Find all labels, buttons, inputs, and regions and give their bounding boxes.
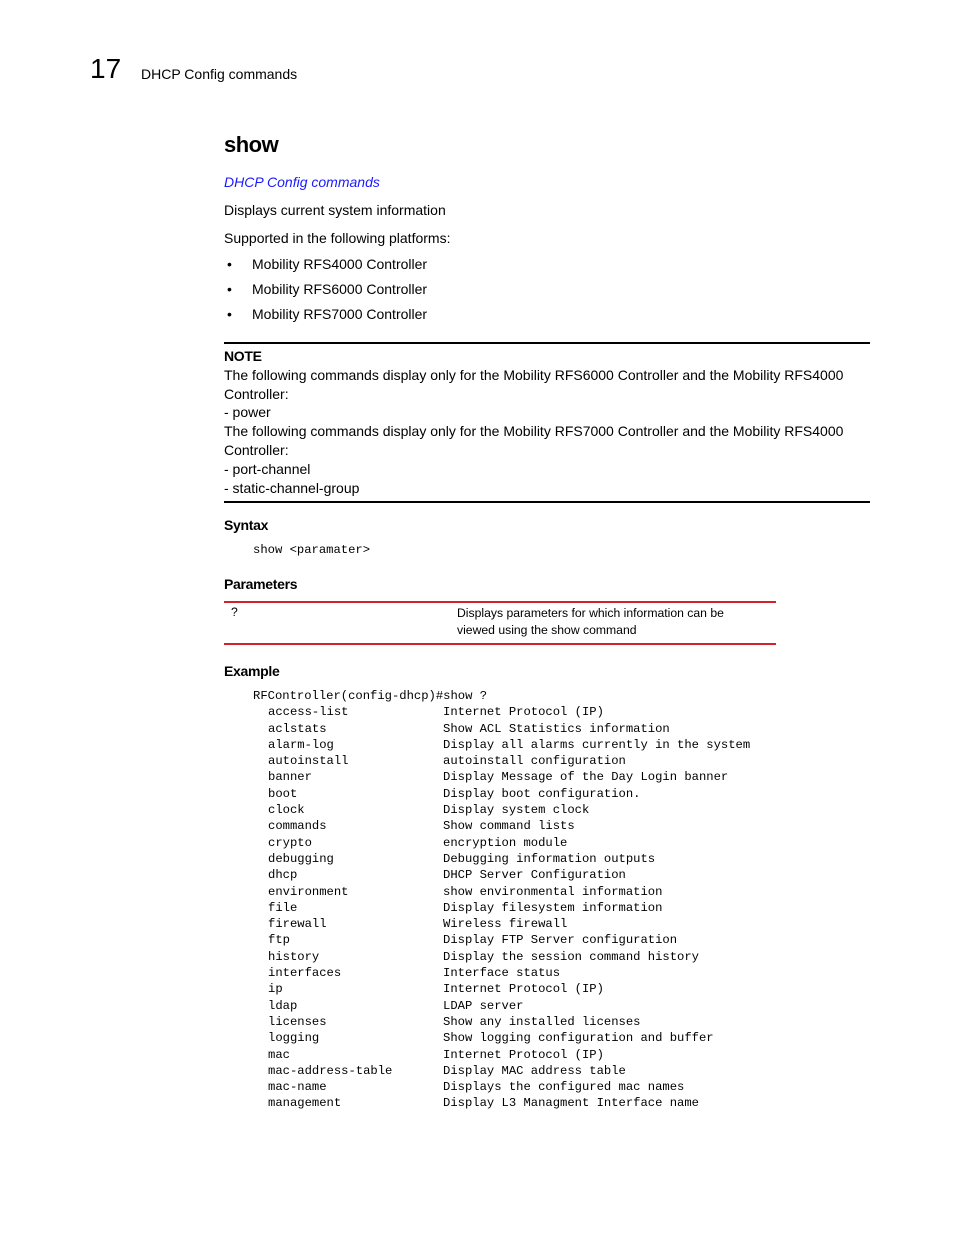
command-description: Display FTP Server configuration: [443, 933, 678, 948]
parameter-description-line: Displays parameters for which information can be: [457, 606, 724, 620]
command-description: Display boot configuration.: [443, 786, 641, 801]
chapter-number: 17: [90, 53, 122, 84]
platform-label: Mobility RFS6000 Controller: [252, 281, 428, 297]
command-name: firewall: [268, 917, 327, 932]
list-item: [224, 281, 427, 306]
command-name: environment: [268, 884, 349, 899]
code-row: [253, 949, 699, 965]
syntax-heading: Syntax: [224, 517, 269, 533]
command-name: logging: [268, 1031, 320, 1046]
command-name: aclstats: [268, 721, 327, 736]
bullet-icon: •: [227, 306, 232, 322]
code-prompt: RFController(config-dhcp)#show ?: [253, 689, 488, 703]
code-row: [253, 884, 663, 900]
code-row: [253, 965, 561, 981]
code-row: [253, 900, 663, 916]
command-name: crypto: [268, 835, 312, 850]
code-row: [253, 1047, 604, 1063]
note-heading: NOTE: [224, 348, 262, 364]
platforms-intro: Supported in the following platforms:: [224, 230, 451, 246]
code-row: [253, 1095, 699, 1111]
command-description: Internet Protocol (IP): [443, 982, 604, 997]
command-name: debugging: [268, 851, 334, 866]
note-line: Controller:: [224, 441, 289, 458]
command-name: mac: [268, 1047, 290, 1062]
parameter-name: ?: [231, 605, 238, 619]
command-description: DHCP Server Configuration: [443, 868, 626, 883]
code-row: [253, 802, 590, 818]
command-name: ldap: [268, 998, 298, 1013]
command-description: Display MAC address table: [443, 1063, 626, 1078]
command-description: Display filesystem information: [443, 900, 663, 915]
command-description: Displays the configured mac names: [443, 1080, 685, 1095]
command-description: Interface status: [443, 966, 561, 981]
code-row: [253, 998, 524, 1014]
command-description: Show command lists: [443, 819, 575, 834]
note-box: [224, 342, 870, 503]
parameter-description-line: viewed using the show command: [457, 623, 637, 637]
bullet-icon: •: [227, 256, 232, 272]
note-line: - port-channel: [224, 460, 311, 477]
note-line: The following commands display only for the Mobility RFS7000 Controller and the Mobility RFS4000: [224, 423, 844, 440]
command-name: dhcp: [268, 868, 298, 883]
parameters-heading: Parameters: [224, 576, 298, 592]
command-name: management: [268, 1096, 342, 1111]
code-row: [253, 704, 604, 720]
command-description: LDAP server: [443, 998, 524, 1013]
note-line: Controller:: [224, 385, 289, 402]
code-row: [253, 769, 729, 785]
command-name: interfaces: [268, 966, 342, 981]
code-row: [253, 916, 568, 932]
list-item: [224, 256, 427, 281]
command-description: Wireless firewall: [443, 917, 568, 932]
command-name: history: [268, 949, 320, 964]
command-name: ip: [268, 982, 283, 997]
command-description: show environmental information: [443, 884, 663, 899]
list-item: [224, 306, 427, 331]
command-name: boot: [268, 786, 298, 801]
command-name: commands: [268, 819, 327, 834]
command-description: Show logging configuration and buffer: [443, 1031, 714, 1046]
code-row: [253, 851, 656, 867]
code-row: [253, 1063, 626, 1079]
code-row: [253, 786, 641, 802]
command-name: access-list: [268, 705, 349, 720]
platform-label: Mobility RFS4000 Controller: [252, 256, 428, 272]
command-name: alarm-log: [268, 737, 334, 752]
code-row: [253, 1030, 714, 1046]
example-heading: Example: [224, 663, 280, 679]
command-description: Display Message of the Day Login banner: [443, 770, 729, 785]
command-description: Display L3 Managment Interface name: [443, 1096, 699, 1111]
note-line: - static-channel-group: [224, 479, 360, 496]
section-title: show: [224, 132, 279, 157]
platform-label: Mobility RFS7000 Controller: [252, 306, 428, 322]
command-description: Display system clock: [443, 803, 590, 818]
code-row: [253, 867, 626, 883]
command-name: clock: [268, 803, 305, 818]
code-row: [253, 721, 670, 737]
code-row: [253, 835, 568, 851]
code-row: [253, 737, 751, 753]
command-name: autoinstall: [268, 754, 349, 769]
chapter-title: DHCP Config commands: [141, 66, 298, 82]
parameters-table: [224, 601, 776, 645]
command-description: Display all alarms currently in the system: [443, 737, 751, 752]
command-name: file: [268, 900, 298, 915]
note-line: - power: [224, 404, 271, 421]
command-description: Debugging information outputs: [443, 851, 656, 866]
command-name: licenses: [268, 1014, 327, 1029]
command-name: mac-name: [268, 1080, 327, 1095]
section-description: Displays current system information: [224, 202, 446, 218]
command-description: Display the session command history: [443, 949, 699, 964]
section-link[interactable]: DHCP Config commands: [224, 174, 380, 190]
command-name: ftp: [268, 933, 290, 948]
platform-list: [224, 256, 427, 331]
example-code: [253, 688, 751, 1112]
code-row: [253, 818, 575, 834]
code-row: [253, 753, 626, 769]
syntax-code: show <paramater>: [253, 543, 371, 557]
command-description: Show ACL Statistics information: [443, 721, 670, 736]
command-description: autoinstall configuration: [443, 754, 626, 769]
command-name: banner: [268, 770, 312, 785]
command-description: Show any installed licenses: [443, 1014, 641, 1029]
command-description: encryption module: [443, 835, 568, 850]
command-name: mac-address-table: [268, 1063, 393, 1078]
parameter-description: [457, 605, 767, 639]
code-row: [253, 1079, 685, 1095]
code-row: [253, 981, 604, 997]
bullet-icon: •: [227, 281, 232, 297]
command-description: Internet Protocol (IP): [443, 1047, 604, 1062]
code-row: [253, 932, 678, 948]
code-row: [253, 1014, 641, 1030]
note-line: The following commands display only for the Mobility RFS6000 Controller and the Mobility RFS4000: [224, 366, 844, 383]
command-description: Internet Protocol (IP): [443, 705, 604, 720]
